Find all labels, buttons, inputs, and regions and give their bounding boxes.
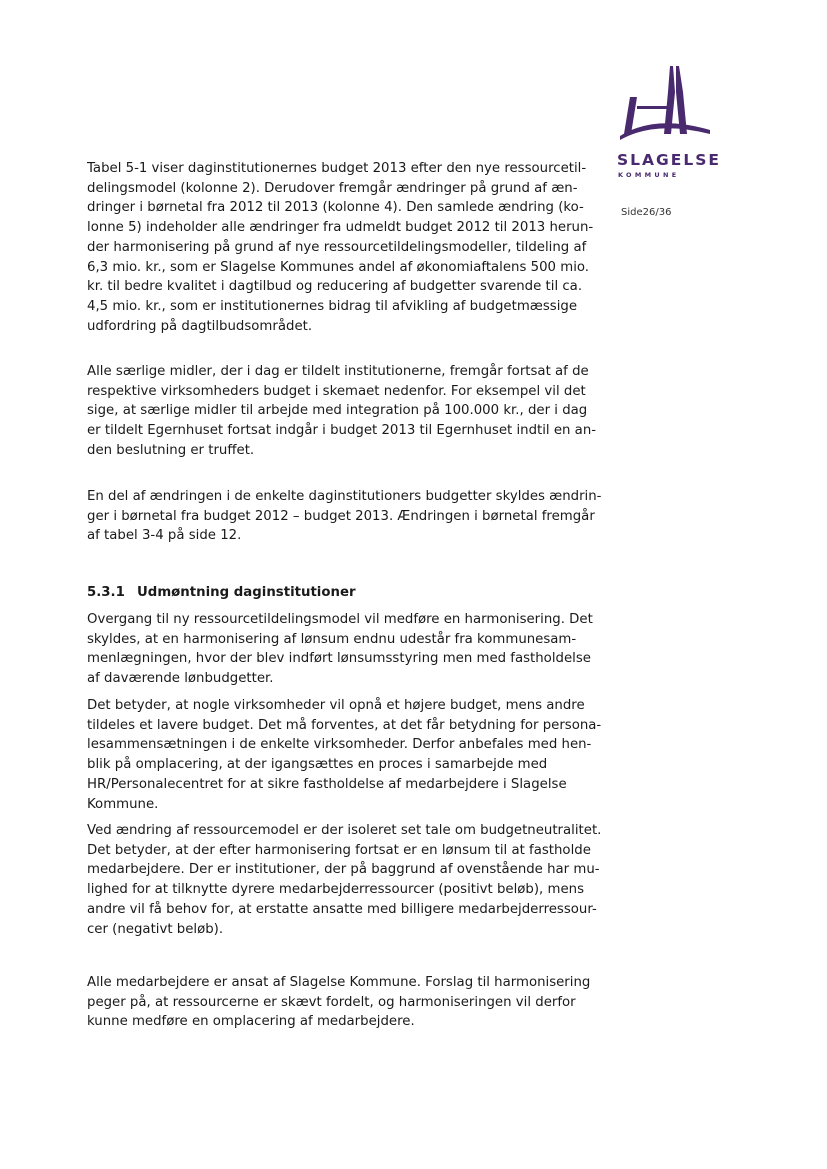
logo-subtitle: KOMMUNE <box>618 171 680 179</box>
text-line: Alle medarbejdere er ansat af Slagelse Kommune. Forslag til harmonisering <box>87 975 591 990</box>
paragraph-child-numbers <box>87 487 607 546</box>
text-line: Det betyder, at der efter harmonisering fortsat er en lønsum til at fastholde <box>87 842 591 858</box>
text-line: den beslutning er truffet. <box>87 442 255 458</box>
text-line: peger på, at ressourcerne er skævt fordelt, og harmoniseringen vil derfor <box>87 994 576 1010</box>
text-line: delingsmodel (kolonne 2). Derudover fremgår ændringer på grund af æn- <box>87 180 578 196</box>
text-line: skyldes, at en harmonisering af lønsum endnu udestår fra kommunesam- <box>87 631 577 647</box>
text-line: tildeles et lavere budget. Det må forventes, at det får betydning for persona- <box>87 717 602 733</box>
text-line: blik på omplacering, at der igangsættes en proces i samarbejde med <box>87 757 548 773</box>
text-line: lesammensætningen i de enkelte virksomheder. Derfor anbefales med hen- <box>87 737 592 753</box>
paragraph-special-funds <box>87 362 607 461</box>
text-line: ger i børnetal fra budget 2012 – budget 2013. Ændringen i børnetal fremgår <box>87 508 595 524</box>
text-line: HR/Personalecentret for at sikre fastholdelse af medarbejdere i Slagelse <box>87 776 567 792</box>
text-line: respektive virksomheders budget i skemaet nedenfor. For eksempel vil det <box>87 383 586 399</box>
paragraph-budget-effect <box>87 696 607 814</box>
text-line: Overgang til ny ressourcetildelingsmodel vil medføre en harmonisering. Det <box>87 612 593 627</box>
text-line: Tabel 5-1 viser daginstitutionernes budget 2013 efter den nye ressourcetil- <box>87 161 587 176</box>
text-line: sige, at særlige midler til arbejde med integration på 100.000 kr., der i dag <box>87 403 588 419</box>
text-line: 6,3 mio. kr., som er Slagelse Kommunes andel af økonomiaftalens 500 mio. <box>87 259 590 275</box>
text-line: Alle særlige midler, der i dag er tildelt institutionerne, fremgår fortsat af de <box>87 364 589 379</box>
text-line: cer (negativt beløb). <box>87 921 224 937</box>
text-line: er tildelt Egernhuset fortsat indgår i budget 2013 til Egernhuset indtil en an- <box>87 423 597 439</box>
text-line: menlægningen, hvor der blev indført lønsumsstyring men med fastholdelse <box>87 651 591 667</box>
text-line: Det betyder, at nogle virksomheder vil opnå et højere budget, mens andre <box>87 698 585 713</box>
text-line: En del af ændringen i de enkelte daginstitutioners budgetter skyldes ændrin- <box>87 489 602 504</box>
page-number: Side26/36 <box>621 207 672 218</box>
text-line: medarbejdere. Der er institutioner, der på baggrund af ovenstående har mu- <box>87 862 600 878</box>
slagelse-kommune-logo <box>615 62 721 182</box>
text-line: af daværende lønbudgetter. <box>87 671 274 687</box>
text-line: andre vil få behov for, at erstatte ansatte med billigere medarbejderressour- <box>87 901 597 917</box>
paragraph-budget-neutrality <box>87 821 607 939</box>
section-number: 5.3.1 <box>87 585 125 600</box>
text-line: udfordring på dagtilbudsområdet. <box>87 318 313 334</box>
text-line: dringer i børnetal fra 2012 til 2013 (kolonne 4). Den samlede ændring (ko- <box>87 200 584 216</box>
text-line: 4,5 mio. kr., som er institutionernes bidrag til afvikling af budgetmæssige <box>87 298 578 314</box>
text-line: Kommune. <box>87 796 159 812</box>
paragraph-harmonisation <box>87 610 607 689</box>
logo-name: SLAGELSE <box>617 151 721 169</box>
paragraph-intro <box>87 159 607 336</box>
section-title: Udmøntning daginstitutioner <box>137 585 356 600</box>
text-line: kunne medføre en omplacering af medarbejdere. <box>87 1014 415 1030</box>
text-line: lighed for at tilknytte dyrere medarbejderressourcer (positivt beløb), mens <box>87 882 584 898</box>
text-line: Ved ændring af ressourcemodel er der isoleret set tale om budgetneutralitet. <box>87 823 602 838</box>
text-line: der harmonisering på grund af nye ressourcetildelingsmodeller, tildeling af <box>87 239 587 255</box>
paragraph-employees <box>87 973 607 1032</box>
text-line: kr. til bedre kvalitet i dagtilbud og reducering af budgetter svarende til ca. <box>87 279 583 295</box>
text-line: lonne 5) indeholder alle ændringer fra udmeldt budget 2012 til 2013 herun- <box>87 220 594 236</box>
text-line: af tabel 3-4 på side 12. <box>87 528 242 544</box>
section-heading <box>87 583 607 603</box>
slagelse-logo-icon <box>615 62 715 150</box>
